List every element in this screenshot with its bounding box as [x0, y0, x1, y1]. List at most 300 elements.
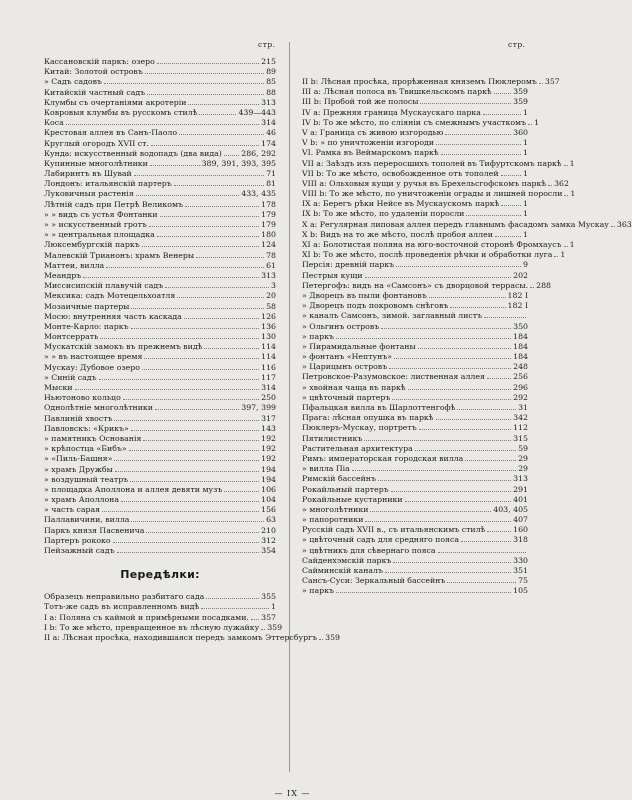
entry-title: Тотъ-же садъ въ исправленномъ видѣ — [44, 602, 200, 612]
left-entry — [44, 546, 276, 556]
entry-page-number: 359 — [513, 87, 528, 97]
entry-page-number: 292 — [513, 392, 528, 402]
entry-title: Мускатскій замокъ въ прежнемъ видѣ — [44, 342, 203, 352]
revision-entry — [44, 622, 283, 633]
entry-page-number: 360 — [513, 127, 528, 137]
left-entry — [44, 88, 276, 98]
entry-title: IX a: Берегъ рѣки Нейсе въ Мускаускомъ паркѣ — [302, 199, 500, 209]
dot-leader — [336, 338, 511, 339]
entry-page-number: 256 — [513, 372, 528, 382]
entry-page-number: 29 — [518, 464, 528, 474]
entry-page-number: 71 — [266, 169, 276, 179]
entry-title: IX b: То же мѣсто, по удаленіи поросли — [302, 209, 465, 219]
entry-page-number: 194 — [261, 464, 276, 474]
revision-entry — [44, 592, 276, 602]
entry-page-number: 9 — [523, 260, 528, 270]
dot-leader — [130, 481, 259, 482]
dot-leader — [378, 480, 511, 481]
entry-title: I b: То же мѣсто, превращенное въ лѣсную лужайку — [44, 622, 260, 632]
dot-leader — [436, 144, 521, 145]
right-entry — [302, 138, 528, 148]
entry-title: » паркъ — [302, 331, 334, 341]
left-entry — [44, 393, 276, 403]
dot-leader — [445, 134, 511, 135]
dot-leader — [441, 154, 521, 155]
right-entry — [302, 178, 569, 189]
dot-leader — [447, 582, 516, 583]
dot-leader — [99, 379, 260, 380]
dot-leader — [396, 266, 521, 267]
right-entry — [302, 403, 528, 413]
entry-title: IV a: Прежняя граница Мускаускаго парка — [302, 107, 481, 117]
entry-page-number: 78 — [266, 250, 276, 260]
dot-leader — [408, 389, 512, 390]
right-entry — [302, 464, 528, 474]
entry-page-number: 75 — [518, 576, 528, 586]
left-entry — [44, 352, 276, 362]
entry-title: II b: Лѣсная просѣка, прорѣженная княземъ Пюклеромъ — [302, 77, 537, 86]
entry-page-number: 288 — [536, 280, 551, 290]
left-entry — [44, 108, 276, 118]
entry-page-number: 182 I — [507, 301, 528, 311]
dot-leader — [157, 236, 259, 237]
entry-title: Сайденхэмскій паркъ — [302, 555, 392, 565]
left-entry — [44, 98, 276, 108]
dot-leader — [179, 134, 264, 135]
dot-leader — [151, 145, 259, 146]
dot-leader — [136, 195, 240, 196]
entry-title: » фонтанъ «Нептунъ» — [302, 352, 393, 362]
entry-page-number: 248 — [513, 362, 528, 372]
entry-page-number: 1 — [569, 158, 575, 168]
dot-leader — [66, 124, 259, 125]
entry-page-number: 3 — [271, 281, 276, 291]
entry-page-number: 180 — [261, 230, 276, 240]
entry-title: Кунда: искусственный водопадъ (два вида) — [44, 148, 222, 158]
dot-leader — [144, 358, 259, 359]
left-entry — [44, 139, 276, 149]
right-entry — [302, 454, 528, 464]
dot-leader — [394, 358, 511, 359]
entry-title: » храмъ Аполлона — [44, 495, 120, 505]
entry-title: » площадка Аполлона и аллея девяти музъ — [44, 484, 223, 494]
dot-leader — [429, 297, 506, 298]
entry-title: Сайминскій каналъ — [302, 566, 383, 575]
right-entry — [302, 505, 528, 515]
entry-page-number: 104 — [261, 495, 276, 505]
dot-leader — [104, 83, 264, 84]
entry-title: Миссисипскій плавучій садъ — [44, 281, 164, 291]
dot-leader — [564, 165, 568, 166]
dot-leader — [487, 378, 511, 379]
entry-title: Пятилистникъ — [302, 433, 363, 443]
section-heading: Передѣлки: — [120, 568, 200, 582]
entry-title: Крестовая аллея въ Санъ-Паоло — [44, 128, 178, 138]
entry-title: » » въ настоящее время — [44, 352, 143, 362]
entry-title: IV b: То же мѣсто, по сліяніи съ смежнымъ участкомъ — [302, 117, 527, 127]
dot-leader — [391, 491, 511, 492]
entry-page-number: 174 — [261, 138, 276, 148]
entry-title: » Дворецъ подъ покровомъ снѣговъ — [302, 301, 449, 311]
right-entry — [302, 525, 528, 535]
right-entry — [302, 546, 528, 556]
left-entry — [44, 505, 276, 515]
revision-entry — [44, 632, 341, 643]
entry-page-number: 314 — [261, 383, 276, 392]
left-entry — [44, 526, 276, 536]
dot-leader — [114, 460, 259, 461]
entry-page-number: 20 — [266, 291, 276, 301]
left-entry — [44, 57, 276, 67]
entry-page-number: 314 — [261, 118, 276, 128]
right-entry — [302, 240, 575, 250]
dot-leader — [365, 521, 511, 522]
left-entry — [44, 128, 276, 138]
entry-title: Китай: Золотой островъ — [44, 67, 143, 77]
left-entry — [44, 403, 276, 413]
entry-page-number: 357 — [544, 77, 560, 86]
entry-page-number: 117 — [261, 372, 276, 382]
left-entry — [44, 495, 276, 505]
entry-page-number: 389, 391, 393, 395 — [201, 158, 276, 168]
entry-page-number: 1 — [523, 138, 528, 148]
dot-leader — [319, 639, 323, 640]
right-entry — [302, 128, 528, 138]
page-number-footer: — IX — — [274, 789, 311, 798]
entry-title: » папоротники — [302, 515, 364, 525]
entry-title: VII a: Заѣздъ изъ переросшихъ тополей въ Тифуртскомъ паркѣ — [302, 158, 562, 168]
entry-title: » цвѣтникъ для сѣвернаго пояса — [302, 545, 436, 555]
dot-leader — [436, 419, 512, 420]
entry-title: Китайскій частный садъ — [44, 87, 146, 97]
dot-leader — [196, 257, 264, 258]
entry-page-number: 433, 435 — [241, 189, 276, 199]
entry-page-number: 312 — [261, 535, 276, 545]
left-entry — [44, 414, 276, 424]
entry-title: » Ольгинъ островъ — [302, 321, 380, 331]
entry-title: » храмъ Дружбы — [44, 464, 113, 474]
entry-title: Ковровыя клумбы въ русскомъ стилѣ — [44, 107, 198, 117]
right-entry — [302, 444, 528, 454]
entry-page-number: 359 — [325, 632, 341, 642]
entry-page-number: 192 — [261, 444, 276, 454]
dot-leader — [457, 409, 516, 410]
entry-title: Пюклеръ-Мускау, портретъ — [302, 423, 417, 433]
dot-leader — [131, 308, 264, 309]
right-entry — [302, 322, 528, 332]
dot-leader — [465, 460, 516, 461]
entry-page-number: 143 — [261, 423, 276, 433]
entry-page-number: 89 — [266, 67, 276, 77]
left-entry — [44, 475, 276, 485]
dot-leader — [147, 94, 264, 95]
entry-title: Пфальцкая вилла въ Шарлоттенгофѣ — [302, 403, 456, 412]
left-entry — [44, 312, 276, 322]
entry-page-number: 313 — [261, 97, 276, 107]
entry-page-number: 363 — [616, 219, 632, 229]
right-entry — [302, 117, 540, 128]
entry-title: Маттеи, вилла — [44, 260, 105, 270]
entry-title: » Синій садъ — [44, 372, 97, 382]
dot-leader — [177, 297, 264, 298]
right-entry — [302, 566, 528, 576]
left-entry — [44, 485, 276, 495]
entry-title: I a: Поляна съ каймой и примѣрными посадками. — [44, 612, 249, 622]
dot-leader — [117, 552, 260, 553]
dot-leader — [261, 629, 265, 630]
left-entry — [44, 189, 276, 199]
right-entry — [302, 474, 528, 484]
dot-leader — [204, 348, 259, 349]
dot-leader — [393, 562, 511, 563]
left-entry — [44, 118, 276, 128]
entry-page-number: 439—443 — [238, 107, 276, 117]
dot-leader — [487, 531, 511, 532]
revision-entry — [44, 602, 276, 612]
left-entry — [44, 536, 276, 546]
entry-page-number: 182 I — [507, 290, 528, 300]
entry-title: III a: Лѣсная полоса въ Твишкельскомъ паркѣ — [302, 87, 492, 97]
entry-page-number: 397, 399 — [241, 403, 276, 413]
entry-page-number: 112 — [513, 423, 528, 433]
entry-page-number: 359 — [267, 622, 283, 632]
dot-leader — [131, 521, 264, 522]
entry-page-number: 1 — [523, 148, 528, 158]
left-entry — [44, 159, 276, 169]
entry-title: Сансъ-Суси: Зеркальный бассейнъ — [302, 576, 446, 586]
dot-leader — [528, 124, 532, 125]
dot-leader — [174, 185, 264, 186]
entry-page-number: 291 — [513, 484, 528, 494]
entry-page-number: 126 — [261, 311, 276, 321]
entry-title: » паркъ — [302, 586, 334, 596]
entry-page-number: 362 — [554, 178, 569, 188]
left-entry — [44, 149, 276, 159]
left-entry — [44, 169, 276, 179]
dot-leader — [123, 399, 259, 400]
right-entry — [302, 342, 528, 352]
dot-leader — [102, 511, 259, 512]
left-entry — [44, 240, 276, 250]
dot-leader — [146, 532, 259, 533]
entry-page-number: 1 — [534, 117, 540, 127]
entry-title: Люксембургскій паркъ — [44, 240, 140, 250]
entry-page-number: 156 — [261, 505, 276, 515]
entry-page-number: 88 — [266, 87, 276, 97]
entry-title: » Дворецъ въ пыли фонтановъ — [302, 290, 427, 300]
dot-leader — [145, 73, 264, 74]
left-entry — [44, 373, 276, 383]
entry-page-number: 136 — [261, 321, 276, 331]
entry-title: » каналъ Самсонъ, зимой. заглавный листъ — [302, 311, 483, 321]
entry-title: Павловскъ: «Крикъ» — [44, 423, 129, 433]
right-entry — [302, 495, 528, 505]
right-entry — [302, 77, 560, 87]
dot-leader — [224, 491, 259, 492]
right-entry — [302, 311, 528, 321]
entry-page-number: 31 — [518, 403, 528, 412]
entry-title: Малевскій Трианонъ: храмъ Венеры — [44, 250, 195, 260]
right-entry — [302, 271, 528, 281]
left-entry — [44, 515, 276, 525]
right-entry — [302, 87, 528, 97]
left-entry — [44, 271, 276, 281]
entry-page-number: 313 — [261, 270, 276, 280]
entry-title: Паркъ князя Пасвенича — [44, 525, 145, 535]
left-entry — [44, 454, 276, 464]
entry-page-number: 359 — [513, 97, 528, 107]
entry-title: Партеръ рококо — [44, 535, 111, 545]
entry-title: V b: » по уничтоженіи изгороди — [302, 138, 435, 148]
entry-title: Однолѣтніе многолѣтники — [44, 403, 154, 413]
left-entry — [44, 261, 276, 271]
entry-title: VIII b: То же мѣсто, по уничтоженіи ограды и лишней поросли — [302, 189, 563, 199]
dot-leader — [155, 409, 239, 410]
dot-leader — [564, 195, 568, 196]
column-divider — [289, 42, 290, 772]
entry-title: » часть сарая — [44, 505, 101, 515]
entry-title: » крѣпостца «Бибъ» — [44, 444, 127, 454]
entry-page-number: 63 — [266, 515, 276, 525]
entry-page-number: 184 — [513, 341, 528, 351]
dot-leader — [142, 246, 259, 247]
entry-title: VI. Рамка въ Веймарскомъ паркѣ — [302, 148, 439, 158]
right-entry — [302, 383, 528, 393]
dot-leader — [466, 215, 521, 216]
entry-title: II a: Лѣсная просѣка, находившаяся передъ замкомъ Эттерсбургъ — [44, 632, 318, 642]
dot-leader — [224, 155, 239, 156]
entry-page-number: 313 — [513, 474, 528, 484]
dot-leader — [483, 114, 521, 115]
right-entry — [302, 372, 528, 382]
dot-leader — [405, 501, 512, 502]
entry-title: Павлиній хвостъ — [44, 413, 113, 423]
dot-leader — [419, 429, 511, 430]
entry-title: Кассановскій паркъ: озеро — [44, 57, 155, 66]
entry-page-number: 81 — [266, 179, 276, 189]
entry-title: V a: Граница съ живою изгородью — [302, 127, 444, 137]
entry-page-number: 105 — [513, 586, 528, 596]
right-entry — [302, 332, 528, 342]
right-entry — [302, 108, 528, 118]
left-entry — [44, 291, 276, 301]
dot-leader — [165, 287, 269, 288]
entry-title: Рокайльный партеръ — [302, 484, 389, 494]
right-entry — [302, 485, 528, 495]
entry-title: X b: Видъ на то же мѣсто, послѣ пробоя аллеи — [302, 229, 493, 239]
entry-page-number: 116 — [261, 362, 276, 372]
entry-title: » многолѣтники — [302, 504, 369, 514]
left-entry — [44, 281, 276, 291]
dot-leader — [495, 236, 521, 237]
right-entry — [302, 362, 528, 372]
entry-page-number: 350 — [513, 321, 528, 331]
entry-title: Мозаичные партеры — [44, 301, 130, 311]
entry-page-number: 355 — [261, 592, 276, 602]
entry-title: » цвѣточный садъ для средняго пояса — [302, 535, 459, 545]
entry-page-number: 114 — [261, 352, 276, 362]
left-entry — [44, 444, 276, 454]
dot-leader — [392, 399, 511, 400]
entry-page-number: 178 — [261, 199, 276, 209]
dot-leader — [115, 471, 259, 472]
entry-title: Луковичныя растенія — [44, 189, 134, 199]
dot-leader — [206, 598, 259, 599]
dot-leader — [365, 277, 512, 278]
right-entry — [302, 393, 528, 403]
dot-leader — [113, 542, 259, 543]
entry-page-number: 1 — [523, 168, 528, 178]
left-entry — [44, 434, 276, 444]
entry-title: Мыски — [44, 383, 73, 392]
right-entry — [302, 423, 528, 433]
entry-title: Петровское-Разумовское: лиственная аллея — [302, 372, 485, 382]
right-entry — [302, 189, 576, 199]
right-entry — [302, 169, 528, 179]
right-entry — [302, 556, 528, 566]
entry-title: Римскій бассейнъ — [302, 474, 376, 484]
entry-page-number: 1 — [523, 107, 528, 117]
dot-leader — [501, 175, 522, 176]
dot-leader — [142, 369, 259, 370]
entry-title: Коса — [44, 118, 64, 128]
left-entry — [44, 302, 276, 312]
left-entry — [44, 363, 276, 373]
entry-title: Монте-Карло: паркъ — [44, 321, 129, 331]
dot-leader — [389, 368, 511, 369]
entry-page-number: 1 — [523, 209, 528, 219]
entry-page-number: 194 — [261, 474, 276, 484]
right-entry — [302, 230, 528, 240]
right-entry-list — [302, 77, 632, 597]
entry-page-number: 318 — [513, 535, 528, 545]
entry-title: X a: Регулярная липовая аллея передъ главнымъ фасадомъ замка Мускау — [302, 219, 609, 229]
left-entry — [44, 230, 276, 240]
entry-title: » памятникъ Основанія — [44, 433, 142, 443]
entry-page-number: 46 — [266, 128, 276, 138]
dot-leader — [199, 114, 236, 115]
left-entry — [44, 332, 276, 342]
entry-page-number: 407 — [513, 515, 528, 525]
dot-leader — [554, 256, 558, 257]
dot-leader — [418, 348, 511, 349]
right-entry — [302, 250, 566, 260]
entry-page-number: 1 — [560, 250, 566, 260]
left-entry — [44, 67, 276, 77]
left-entry — [44, 251, 276, 261]
right-entry — [302, 209, 528, 219]
entry-title: XI b: То же мѣсто, послѣ проведенія рѣчки и обработки луга — [302, 250, 553, 260]
page-column-header-right: стр. — [508, 40, 526, 49]
left-entry — [44, 342, 276, 352]
entry-page-number: 1 — [570, 189, 576, 199]
dot-leader — [501, 205, 521, 206]
dot-leader — [185, 206, 259, 207]
entry-title: Мосю: внутренняя часть каскада — [44, 311, 182, 321]
entry-page-number: 296 — [513, 382, 528, 392]
right-entry — [302, 158, 575, 169]
entry-title: Пестрыя кущи — [302, 270, 363, 280]
entry-page-number: 286, 292 — [241, 148, 276, 158]
entry-title: » Пирамидальные фонтаны — [302, 341, 416, 351]
entry-page-number: 357 — [261, 612, 276, 622]
dot-leader — [385, 572, 511, 573]
right-entry — [302, 219, 632, 230]
entry-title: III b: Пробой той же полосы — [302, 97, 419, 107]
entry-page-number: 61 — [266, 260, 276, 270]
dot-leader — [530, 287, 534, 288]
entry-page-number: 403, 405 — [493, 504, 528, 514]
